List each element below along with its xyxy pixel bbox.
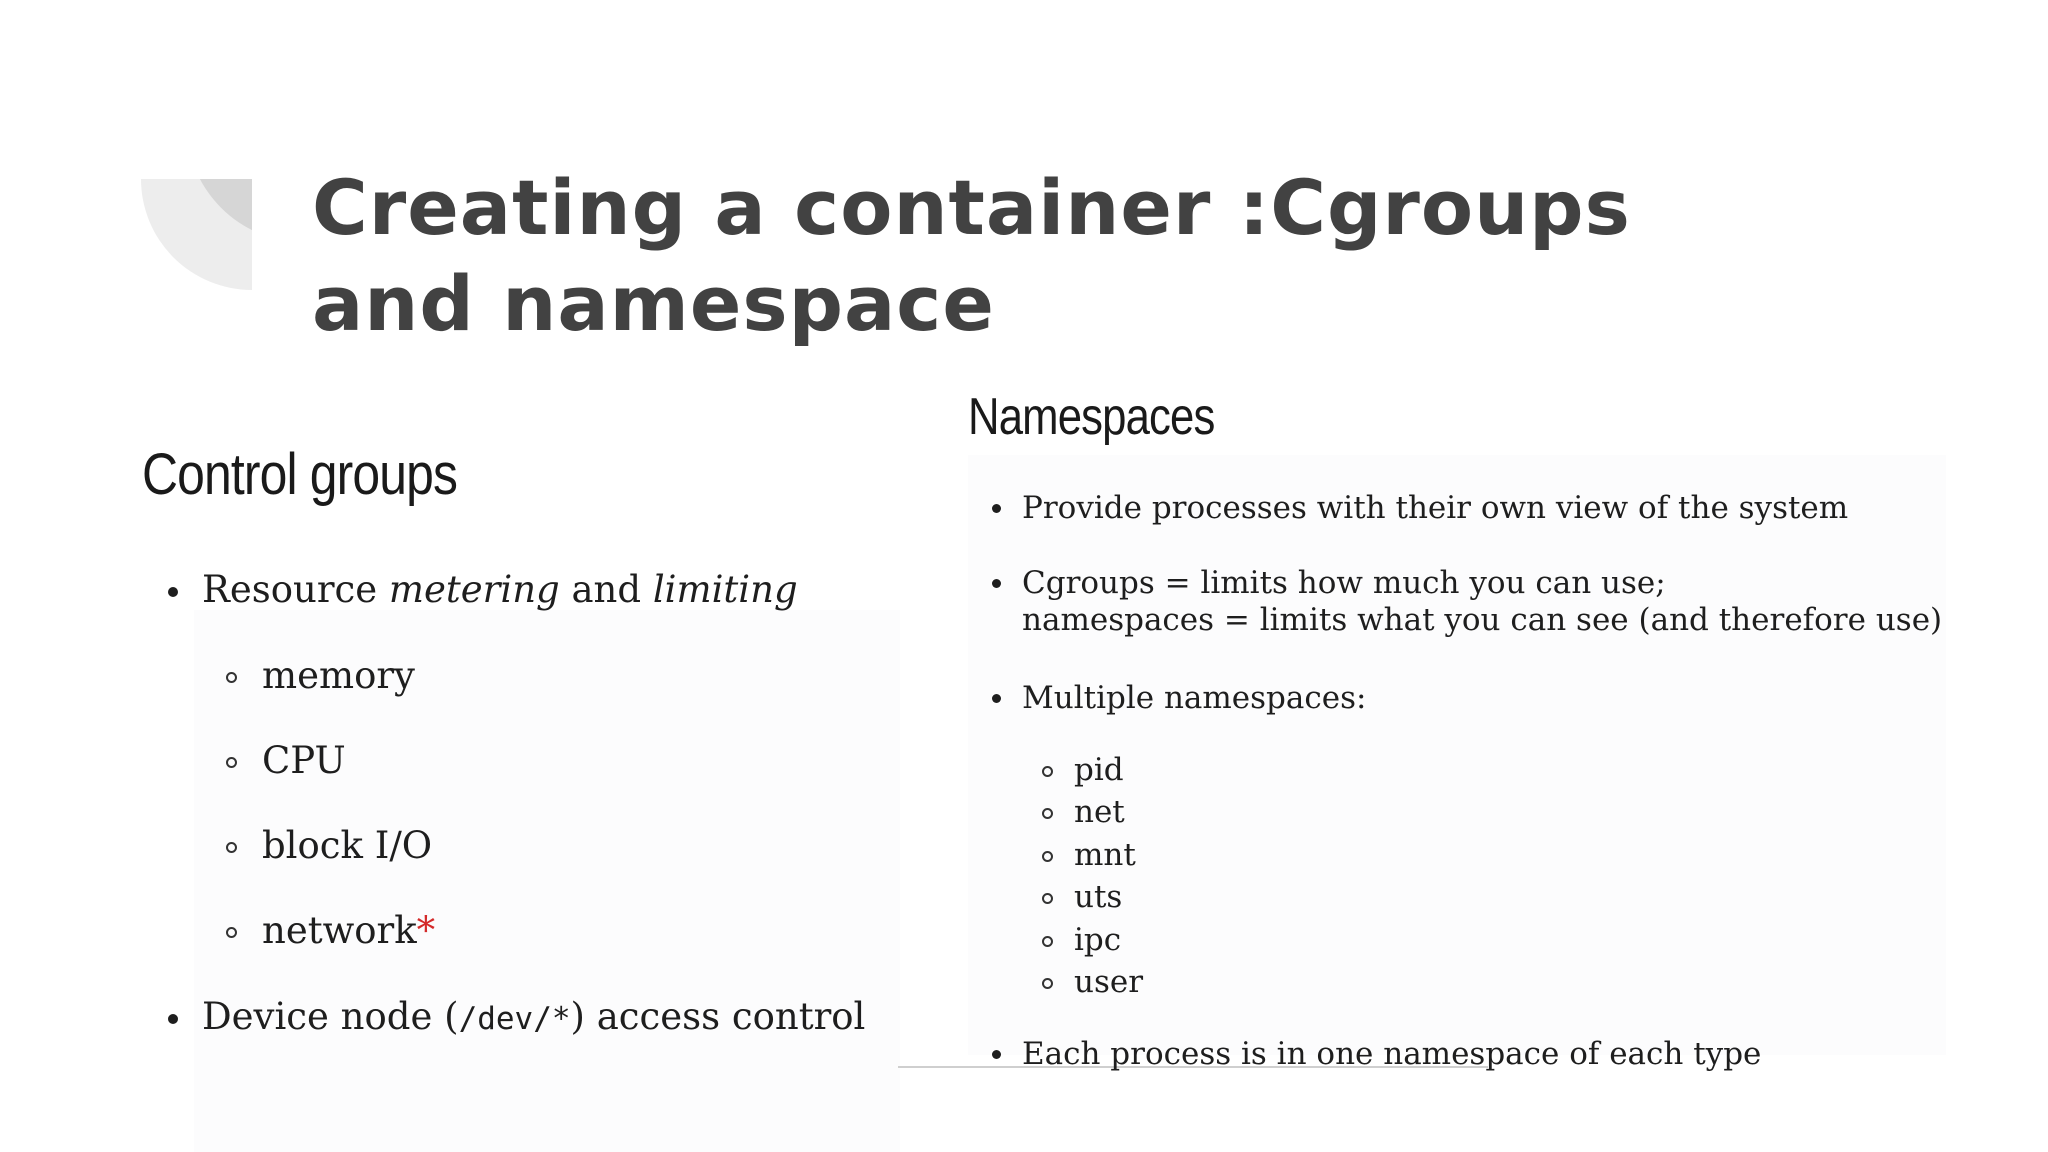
sub-bullet-icon xyxy=(1042,893,1053,904)
corner-decoration xyxy=(141,179,252,290)
namespaces-bullet-cgroups: Cgroups = limits how much you can use; xyxy=(1022,565,1666,601)
resource-prefix: Resource xyxy=(202,568,389,611)
namespaces-bullet-view: Provide processes with their own view of the system xyxy=(1022,490,1849,526)
device-prefix: Device node ( xyxy=(202,995,459,1038)
bullet-icon xyxy=(168,1014,178,1024)
namespaces-bullet-each-process: Each process is in one namespace of each type xyxy=(1022,1036,1762,1072)
sub-bullet-icon xyxy=(226,672,237,683)
bullet-icon xyxy=(992,579,1001,588)
slide-title: Creating a container :Cgroups and namespace xyxy=(312,163,1631,348)
control-groups-heading: Control groups xyxy=(142,442,458,507)
sub-item-memory: memory xyxy=(262,654,415,697)
sub-bullet-icon xyxy=(1042,978,1053,989)
namespace-item-net: net xyxy=(1074,794,1125,830)
bullet-icon xyxy=(992,694,1001,703)
resource-bullet xyxy=(202,568,798,612)
sub-item-cpu: CPU xyxy=(262,739,346,782)
namespace-item-mnt: mnt xyxy=(1074,837,1136,873)
namespaces-bullet-multiple: Multiple namespaces: xyxy=(1022,680,1367,716)
network-text: network xyxy=(262,909,417,952)
namespaces-bullet-cgroups-line2: namespaces = limits what you can see (and therefore use) xyxy=(1022,602,1943,638)
sub-item-network xyxy=(262,909,435,953)
device-suffix: ) access control xyxy=(570,995,866,1038)
device-node-bullet xyxy=(202,995,865,1041)
namespace-item-ipc: ipc xyxy=(1074,922,1122,958)
sub-bullet-icon xyxy=(226,757,237,768)
sub-bullet-icon xyxy=(226,927,237,938)
resource-middle: and xyxy=(559,568,653,611)
namespaces-panel xyxy=(898,385,1950,1072)
sub-bullet-icon xyxy=(1042,936,1053,947)
namespace-item-user: user xyxy=(1074,964,1144,1000)
namespaces-heading: Namespaces xyxy=(968,388,1215,446)
bullet-icon xyxy=(992,1050,1001,1059)
bullet-icon xyxy=(168,587,178,597)
metering-text: metering xyxy=(388,568,560,611)
dev-path-code: /dev/* xyxy=(458,1001,571,1037)
network-marker: * xyxy=(416,909,436,952)
sub-bullet-icon xyxy=(1042,808,1053,819)
control-groups-panel xyxy=(130,420,900,1152)
sub-bullet-icon xyxy=(1042,766,1053,777)
sub-bullet-icon xyxy=(226,842,237,853)
sub-item-block-io: block I/O xyxy=(262,824,433,867)
bullet-icon xyxy=(992,504,1001,513)
sub-bullet-icon xyxy=(1042,851,1053,862)
limiting-text: limiting xyxy=(652,568,798,611)
namespace-item-uts: uts xyxy=(1074,879,1123,915)
namespace-item-pid: pid xyxy=(1074,752,1124,788)
